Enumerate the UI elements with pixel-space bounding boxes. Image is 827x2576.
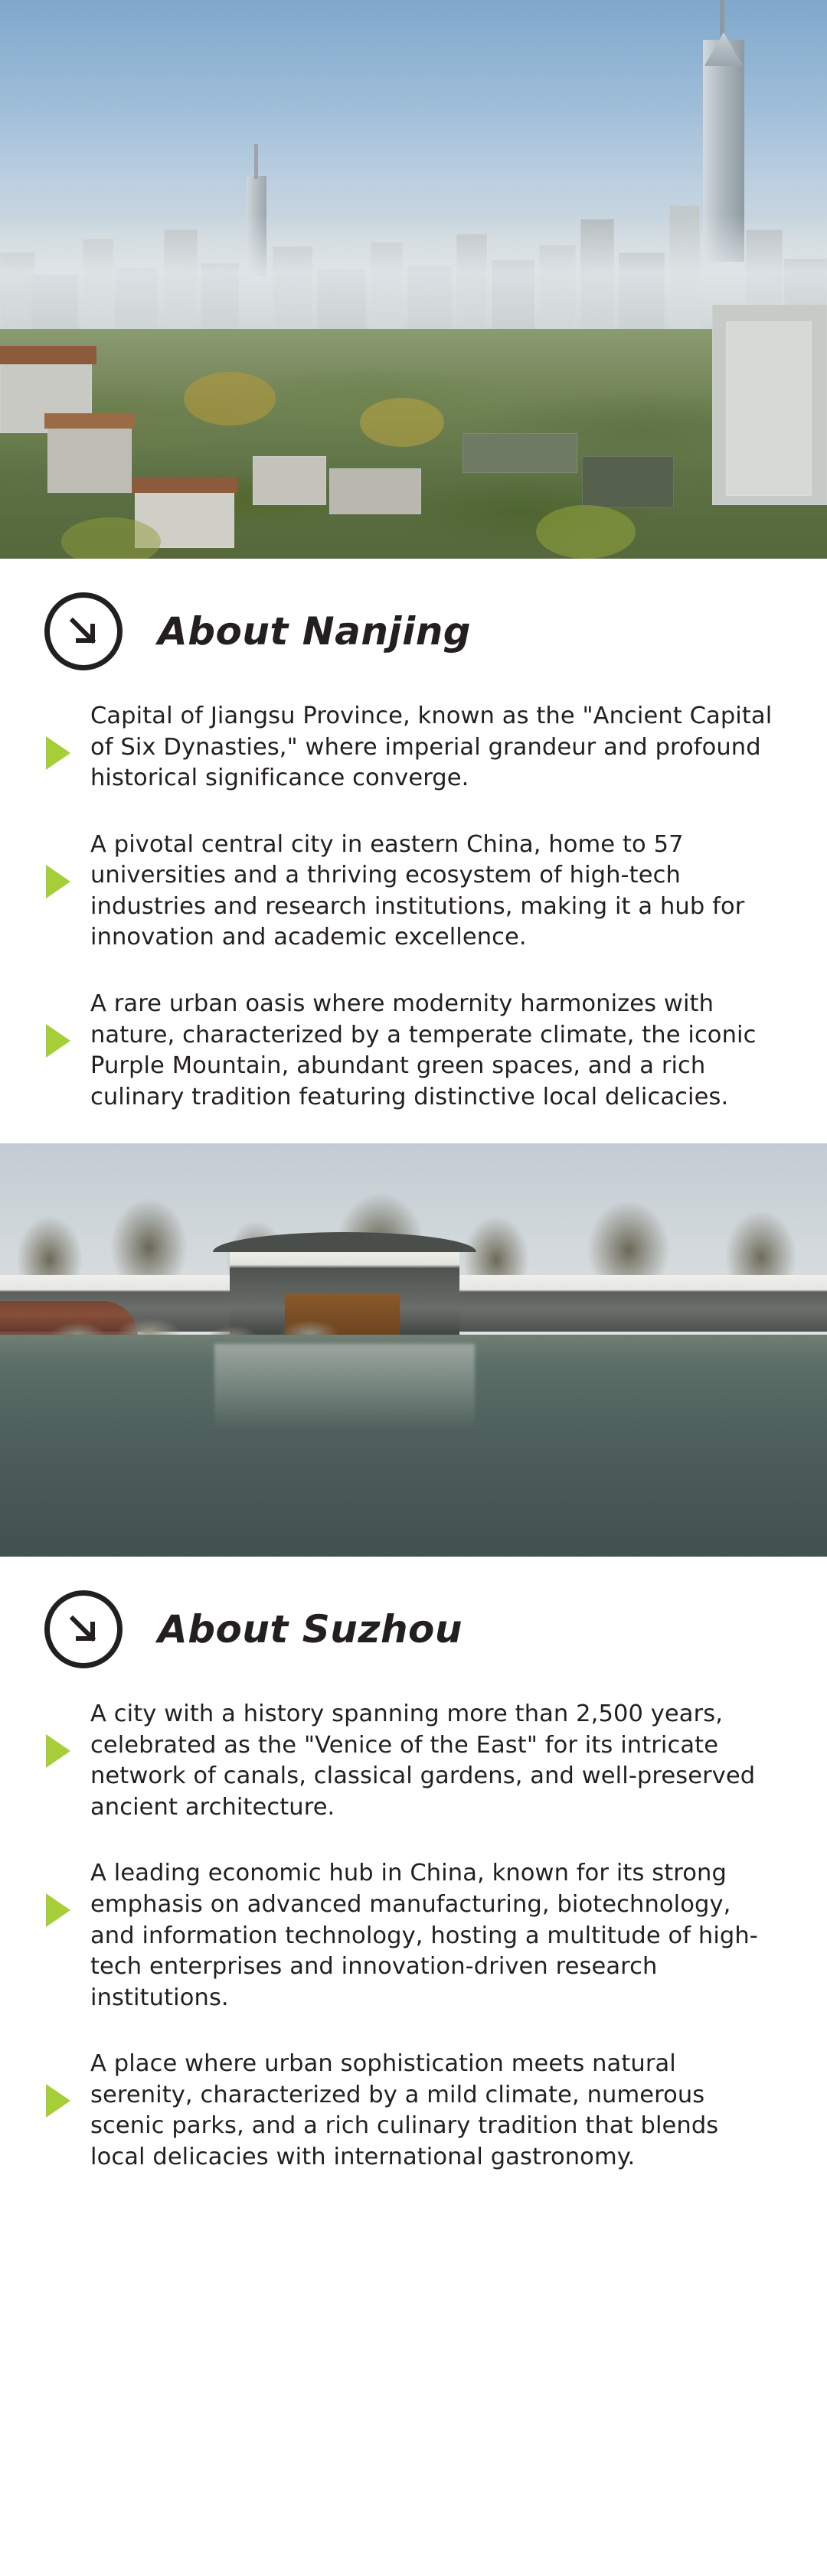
foreground-building-facade [726,321,812,496]
chevron-right-icon [43,2082,74,2119]
list-item [43,830,793,954]
autumn-tree [536,505,636,559]
list-item [43,701,793,794]
roof-tile [44,413,135,429]
foreground-building [253,456,326,505]
arrow-down-right-circle-icon [44,592,123,670]
list-item-text: A pivotal central city in eastern China, home to 57 universities and a thriving ecosystem of high-tech industries and research institutions, making it a hub for innovation and academic excellence. [90,830,745,951]
hero-image-suzhou [0,1143,827,1557]
chevron-right-icon [43,1892,74,1929]
list-item [43,989,793,1113]
list-item-text: A rare urban oasis where modernity harmonizes with nature, characterized by a temperate climate, the iconic Purple Mountain, abundant green spaces, and a rich culinary tradition featuring distinctive local delicacies. [90,990,757,1110]
list-item-text: A leading economic hub in China, known for its strong emphasis on advanced manufacturing, biotechnology, and information technology, hosting a multitude of high-tech enterprises and innovation-driven research institutions. [90,1860,758,2011]
section-about-suzhou [0,1557,827,2223]
list-item-text: A city with a history spanning more than 2,500 years, celebrated as the "Venice of the East" for its intricate network of canals, classical gardens, and well-preserved ancient architecture. [90,1700,756,1821]
section-header [0,559,827,684]
section-header [0,1557,827,1682]
foreground-building [463,433,577,473]
page-title: About Suzhou [158,1607,463,1652]
roof-tile [132,478,237,493]
bullet-list-nanjing [0,684,827,1143]
foreground-building [47,426,132,493]
roof-tile [0,346,96,364]
bullet-list-suzhou [0,1682,827,2203]
chevron-right-icon [43,1733,74,1769]
foreground-building [329,468,421,514]
chevron-right-icon [43,1022,74,1059]
chevron-right-icon [43,735,74,771]
chevron-right-icon [43,863,74,900]
page-title: About Nanjing [158,609,472,654]
list-item [43,1699,793,1823]
list-item-text: A place where urban sophistication meets natural serenity, characterized by a mild climate, numerous scenic parks, and a rich culinary tradition that blends local delicacies with international gastronomy. [90,2050,719,2170]
autumn-tree [184,372,276,426]
section-about-nanjing [0,559,827,1143]
list-item [43,2049,793,2173]
list-item [43,1858,793,2014]
list-item-text: Capital of Jiangsu Province, known as the "Ancient Capital of Six Dynasties," where imperial grandeur and profound historical significance converge. [90,703,773,792]
hero-image-nanjing [0,0,827,559]
autumn-tree [360,398,444,447]
arrow-down-right-circle-icon [44,1590,123,1668]
water-reflection [214,1344,475,1428]
foreground-building [582,456,674,508]
bottom-spacer [0,2204,827,2224]
